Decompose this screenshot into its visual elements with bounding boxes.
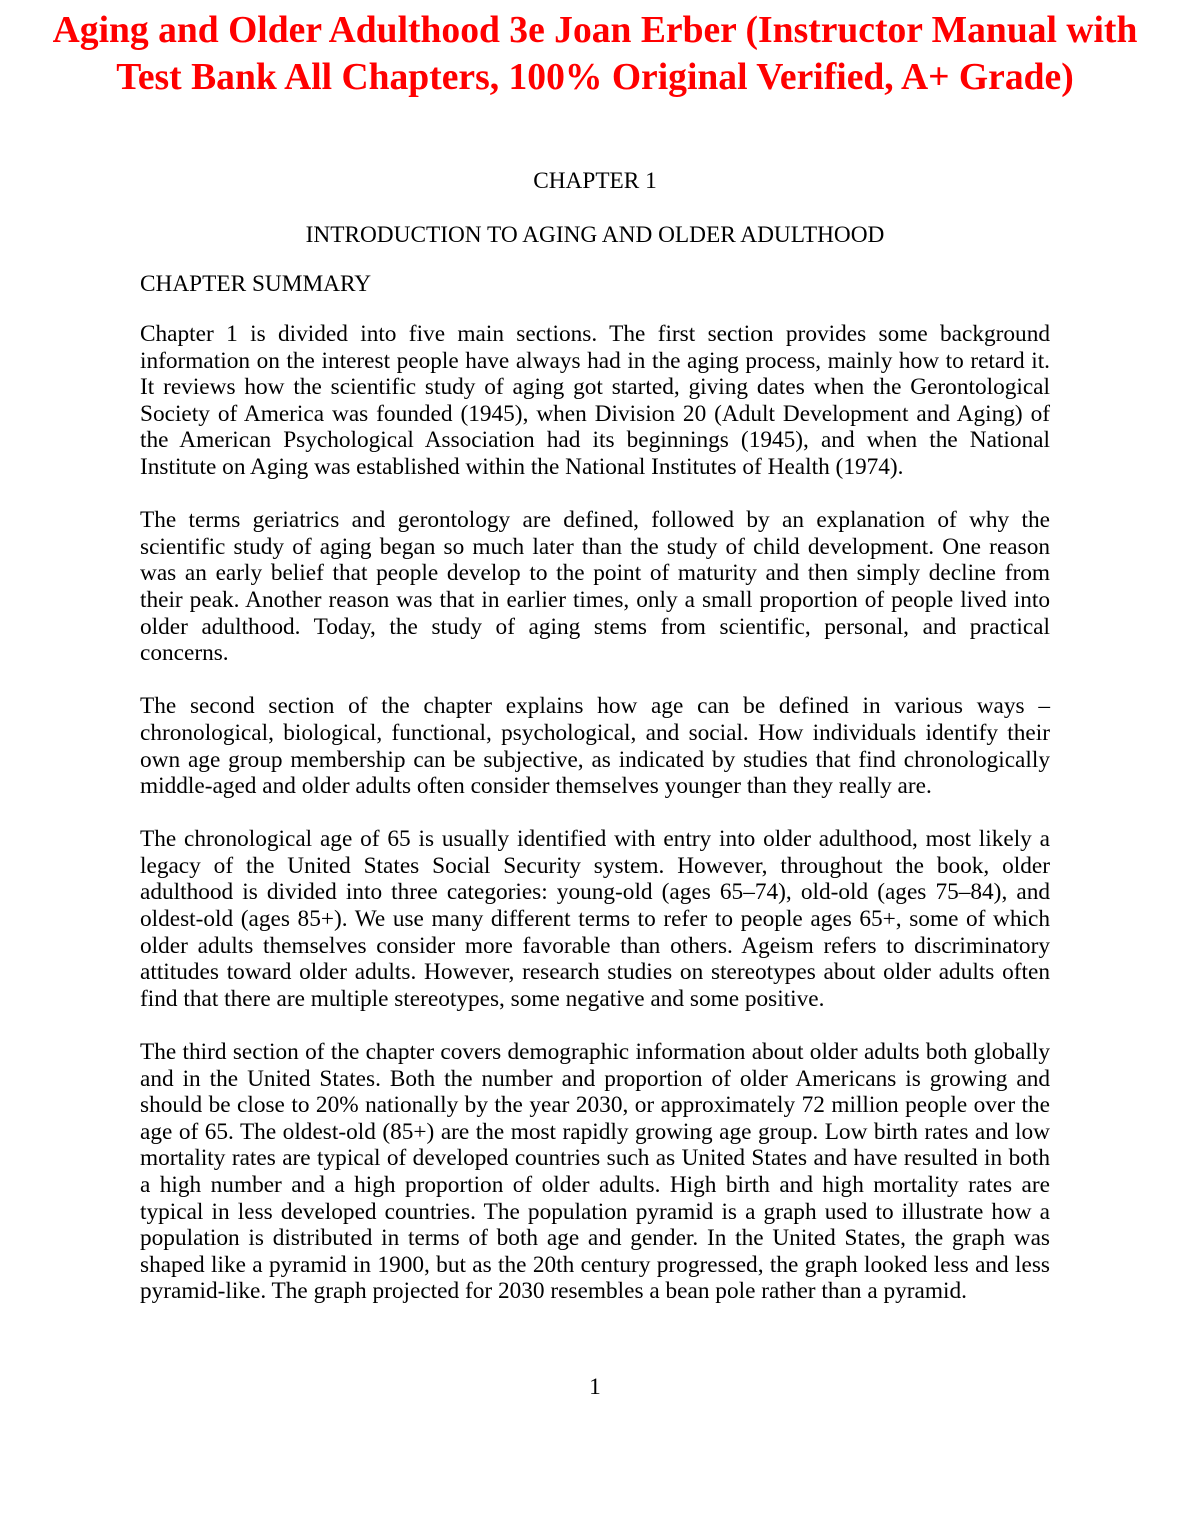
paragraph: The third section of the chapter covers demographic information about older adults both globally and in the United States. Both the number and proportion of older Americans is growing and should be close to 20% nationally by the year 2030, or approximately 72 million people over the age of 65. The oldest-old (85+) are the most rapidly growing age group. Low birth rates and low mortality rates are typical of developed countries such as United States and have resulted in both a high number and a high proportion of older adults. High birth and high mortality rates are typical in less developed countries. The population pyramid is a graph used to illustrate how a population is distributed in terms of both age and gender. In the United States, the graph was shaped like a pyramid in 1900, but as the 20th century progressed, the graph looked less and less pyramid-like. The graph projected for 2030 resembles a bean pole rather than a pyramid. xyxy=(140,1039,1050,1305)
chapter-summary-body xyxy=(140,321,1050,1332)
paragraph: The terms geriatrics and gerontology are defined, followed by an explanation of why the scientific study of aging began so much later than the study of child development. One reason was an early belief that people develop to the point of maturity and then simply decline from their peak. Another reason was that in earlier times, only a small proportion of people lived into older adulthood. Today, the study of aging stems from scientific, personal, and practical concerns. xyxy=(140,507,1050,667)
page-number: 1 xyxy=(589,1374,601,1400)
paragraph: The second section of the chapter explains how age can be defined in various ways – chronological, biological, functional, psychological, and social. How individuals identify their own age group membership can be subjective, as indicated by studies that find chronologically middle-aged and older adults often consider themselves younger than they really are. xyxy=(140,693,1050,800)
paragraph: Chapter 1 is divided into five main sections. The first section provides some background information on the interest people have always had in the aging process, mainly how to retard it. It reviews how the scientific study of aging got started, giving dates when the Gerontological Society of America was founded (1945), when Division 20 (Adult Development and Aging) of the American Psychological Association had its beginnings (1945), and when the National Institute on Aging was established within the National Institutes of Health (1974). xyxy=(140,321,1050,480)
section-heading: CHAPTER SUMMARY xyxy=(140,271,372,297)
chapter-number: CHAPTER 1 xyxy=(533,168,657,194)
paragraph: The chronological age of 65 is usually identified with entry into older adulthood, most likely a legacy of the United States Social Security system. However, throughout the book, older adulthood is divided into three categories: young-old (ages 65–74), old-old (ages 75–84), and oldest-old (ages 85+). We use many different terms to refer to people ages 65+, some of which older adults themselves consider more favorable than others. Ageism refers to discriminatory attitudes toward older adults. However, research studies on stereotypes about older adults often find that there are multiple stereotypes, some negative and some positive. xyxy=(140,826,1050,1012)
document-title: Aging and Older Adulthood 3e Joan Erber (Instructor Manual with Test Bank All Chapters, 100% Original Verified, A+ Grade) xyxy=(52,10,1138,98)
chapter-title: INTRODUCTION TO AGING AND OLDER ADULTHOOD xyxy=(305,222,885,248)
